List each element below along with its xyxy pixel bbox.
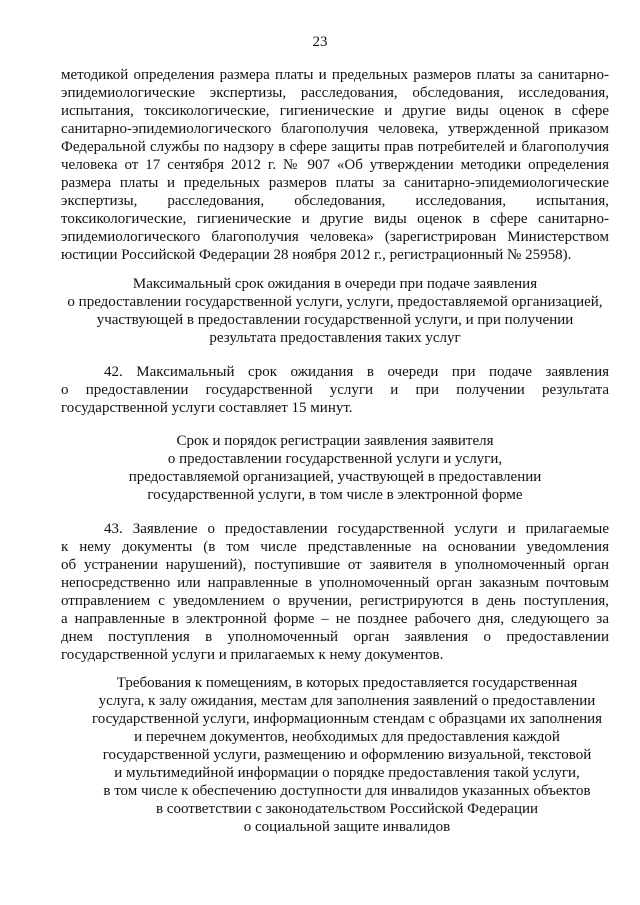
section-heading-1	[61, 275, 609, 347]
heading-line: участвующей в предоставлении государственной услуги, и при получении	[96, 312, 574, 328]
heading-line: в соответствии с законодательством Российской Федерации	[155, 801, 539, 817]
text-line: испытания, токсикологические, гигиенические и другие виды оценок в сфере	[61, 103, 609, 119]
text-line: непосредственно или направленные в уполномоченный орган заказным почтовым	[61, 575, 609, 591]
text-line: Федеральной службы по надзору в сфере защиты прав потребителей и благополучия	[61, 139, 609, 155]
heading-line: результата предоставления таких услуг	[209, 330, 461, 346]
text-line: днем поступления в уполномоченный орган заявления о предоставлении	[61, 629, 609, 645]
text-line: юстиции Российской Федерации 28 ноября 2012 г., регистрационный № 25958).	[61, 247, 572, 263]
paragraph-43	[61, 520, 609, 664]
paragraph-42	[61, 363, 609, 417]
heading-line: Максимальный срок ожидания в очереди при подаче заявления	[132, 276, 538, 292]
text-line: государственной услуги составляет 15 минут.	[61, 400, 353, 416]
text-line: человека от 17 сентября 2012 г. № 907 «Об утверждении методики определения	[61, 157, 609, 173]
text-line: методикой определения размера платы и предельных размеров платы за санитарно-	[61, 67, 609, 83]
text-line: экспертизы, расследования, обследования, исследования, испытания,	[61, 193, 609, 209]
text-line: государственной услуги и прилагаемых к нему документов.	[61, 647, 444, 663]
heading-line: Срок и порядок регистрации заявления заявителя	[176, 433, 494, 449]
text-line: санитарно-эпидемиологического благополучия человека, утвержденной приказом	[61, 121, 609, 137]
text-line: отправлением с уведомлением о вручении, регистрируются в день поступления,	[61, 593, 609, 609]
paragraph-1	[61, 66, 609, 264]
section-heading-3	[82, 674, 612, 836]
text-line: 42. Максимальный срок ожидания в очереди при подаче заявления	[104, 364, 609, 380]
section-heading-2	[61, 432, 609, 504]
text-line: эпидемиологического благополучия человека» (зарегистрирован Министерством	[61, 229, 609, 245]
heading-line: Требования к помещениям, в которых предоставляется государственная	[116, 675, 578, 691]
heading-line: о предоставлении государственной услуги и услуги,	[167, 451, 503, 467]
heading-line: услуга, к залу ожидания, местам для заполнения заявлений о предоставлении	[98, 693, 596, 709]
heading-line: и мультимедийной информации о порядке предоставления такой услуги,	[114, 765, 580, 781]
heading-line: государственной услуги, размещению и оформлению визуальной, текстовой	[102, 747, 592, 763]
text-line: к нему документы (в том числе представленные на основании уведомления	[61, 539, 609, 555]
text-line: о предоставлении государственной услуги и при получении результата	[61, 382, 609, 398]
heading-line: о социальной защите инвалидов	[243, 819, 451, 835]
heading-line: в том числе к обеспечению доступности для инвалидов указанных объектов	[103, 783, 591, 799]
text-line: эпидемиологические экспертизы, расследования, обследования, исследования,	[61, 85, 609, 101]
heading-line: государственной услуги, информационным стендам с образцами их заполнения	[91, 711, 603, 727]
text-line: а направленные в электронной форме – не позднее рабочего дня, следующего за	[61, 611, 609, 627]
heading-line: о предоставлении государственной услуги, услуги, предоставляемой организацией,	[67, 294, 603, 310]
text-line: размера платы и предельных размеров платы за санитарно-эпидемиологические	[61, 175, 609, 191]
text-line: об устранении нарушений), поступившие от заявителя в уполномоченный орган	[61, 557, 609, 573]
text-line: токсикологические, гигиенические и другие виды оценок в сфере санитарно-	[61, 211, 609, 227]
heading-line: и перечнем документов, необходимых для предоставления каждой	[134, 729, 560, 745]
page-number: 23	[312, 34, 328, 50]
heading-line: предоставляемой организацией, участвующей в предоставлении	[128, 469, 542, 485]
heading-line: государственной услуги, в том числе в электронной форме	[147, 487, 523, 503]
text-line: 43. Заявление о предоставлении государственной услуги и прилагаемые	[104, 521, 609, 537]
